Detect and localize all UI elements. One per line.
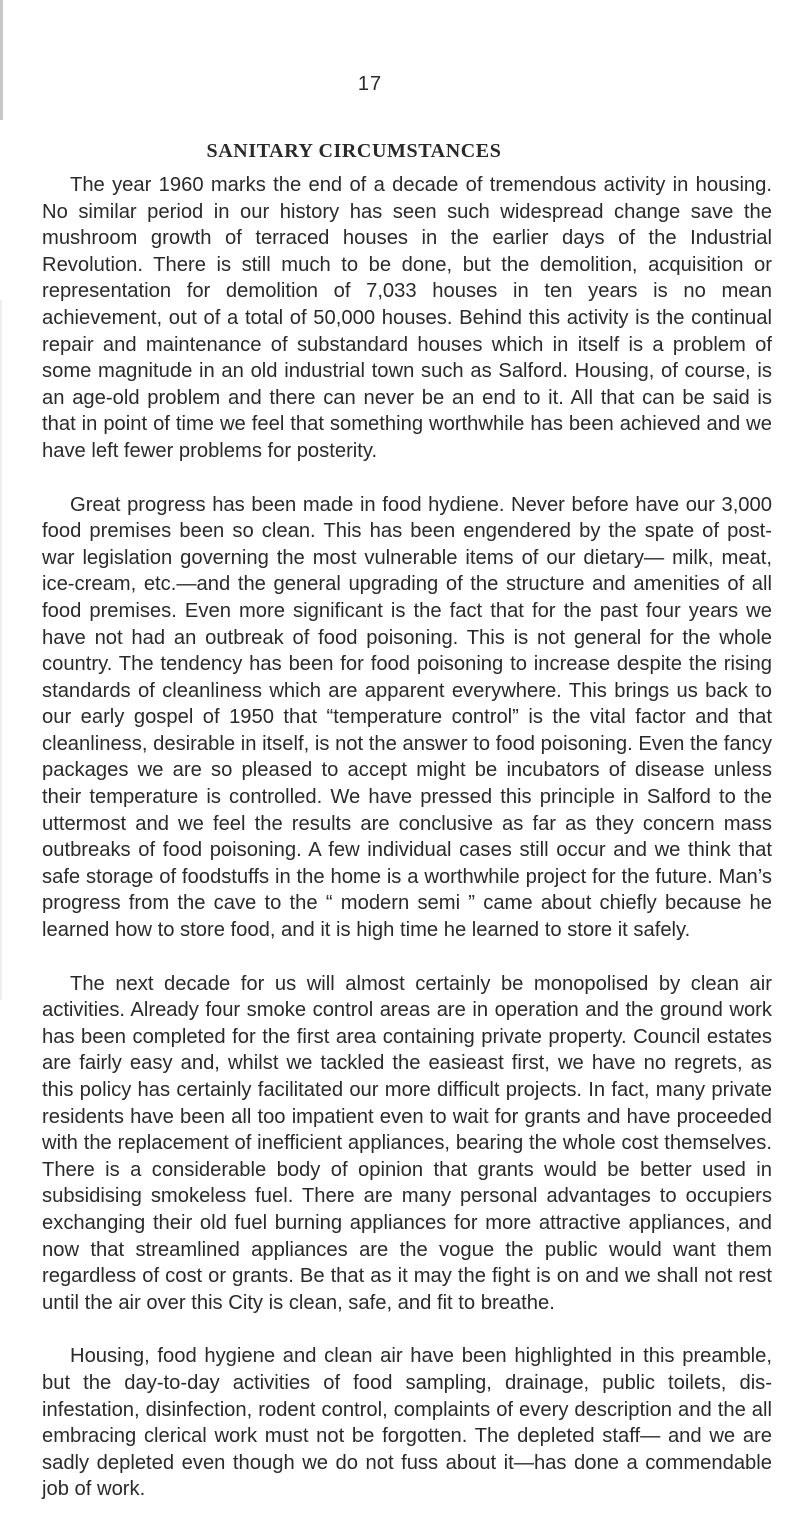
document-body [42, 172, 772, 1530]
page-number: 17 [357, 73, 383, 95]
page-title: SANITARY CIRCUMSTANCES [206, 140, 502, 162]
scan-edge-mark [0, 0, 3, 120]
paragraph-clean-air: The next decade for us will almost certainly be monopolised by clean air activities. Already four smoke control areas are in operation and the ground work has been completed for the first area containing private property. Council estates are fairly easy and, whilst we tackled the easieast first, we have no regrets, as this policy has certainly facilitated our more difficult projects. In fact, many private residents have been all too impatient even to wait for grants and have proceeded with the replacement of inefficient appliances, bearing the whole cost themselves. There is a considerable body of opinion that grants would be better used in subsidising smokeless fuel. There are many personal advantages to occupiers exchanging their old fuel burning appliances for more attractive appliances, and now that streamlined appliances are the vogue the public would want them regardless of cost or grants. Be that as it may the fight is on and we shall not rest until the air over this City is clean, safe, and fit to breathe. [42, 972, 772, 1314]
paragraph-summary: Housing, food hygiene and clean air have been highlighted in this preamble, but the day-to-day activities of food sampling, drainage, public toilets, dis-infestation, disinfection, rodent control, complaints of every description and the all embracing clerical work must not be forgotten. The depleted staff— and we are sadly depleted even though we do not fuss about it—has done a commendable job of work. [42, 1345, 772, 1501]
paragraph-food-hygiene: Great progress has been made in food hydiene. Never before have our 3,000 food premises been so clean. This has been engendered by the spate of post-war legislation governing the most vulnerable items of our dietary— milk, meat, ice-cream, etc.—and the general upgrading of the structure and amenities of all food premises. Even more significant is the fact that for the past four years we have not had an outbreak of food poisoning. This is not general for the whole country. The tendency has been for food poisoning to increase despite the rising standards of cleanliness which are apparent everywhere. This brings us back to our early gospel of 1950 that “temperature control” is the vital factor and that cleanliness, desirable in itself, is not the answer to food poisoning. Even the fancy packages we are so pleased to accept might be incubators of disease unless their temperature is controlled. We have pressed this principle in Salford to the uttermost and we feel the results are conclusive as far as they concern mass outbreaks of food poisoning. A few individual cases still occur and we think that safe storage of foodstuffs in the home is a worthwhile project for the future. Man’s progress from the cave to the “ modern semi ” came about chiefly because he learned how to store food, and it is high time he learned to store it safely. [42, 493, 772, 942]
scan-edge-shadow [0, 300, 2, 1000]
paragraph-housing: The year 1960 marks the end of a decade of tremendous activity in housing. No similar period in our history has seen such widespread change save the mushroom growth of terraced houses in the earlier days of the Industrial Revolution. There is still much to be done, but the demolition, acquisition or representation for demolition of 7,033 houses in ten years is no mean achievement, out of a total of 50,000 houses. Behind this activity is the continual repair and maintenance of substandard houses which in itself is a problem of some magnitude in an old industrial town such as Salford. Housing, of course, is an age-old problem and there can never be an end to it. All that can be said is that in point of time we feel that something worthwhile has been achieved and we have left fewer problems for posterity. [42, 174, 772, 462]
